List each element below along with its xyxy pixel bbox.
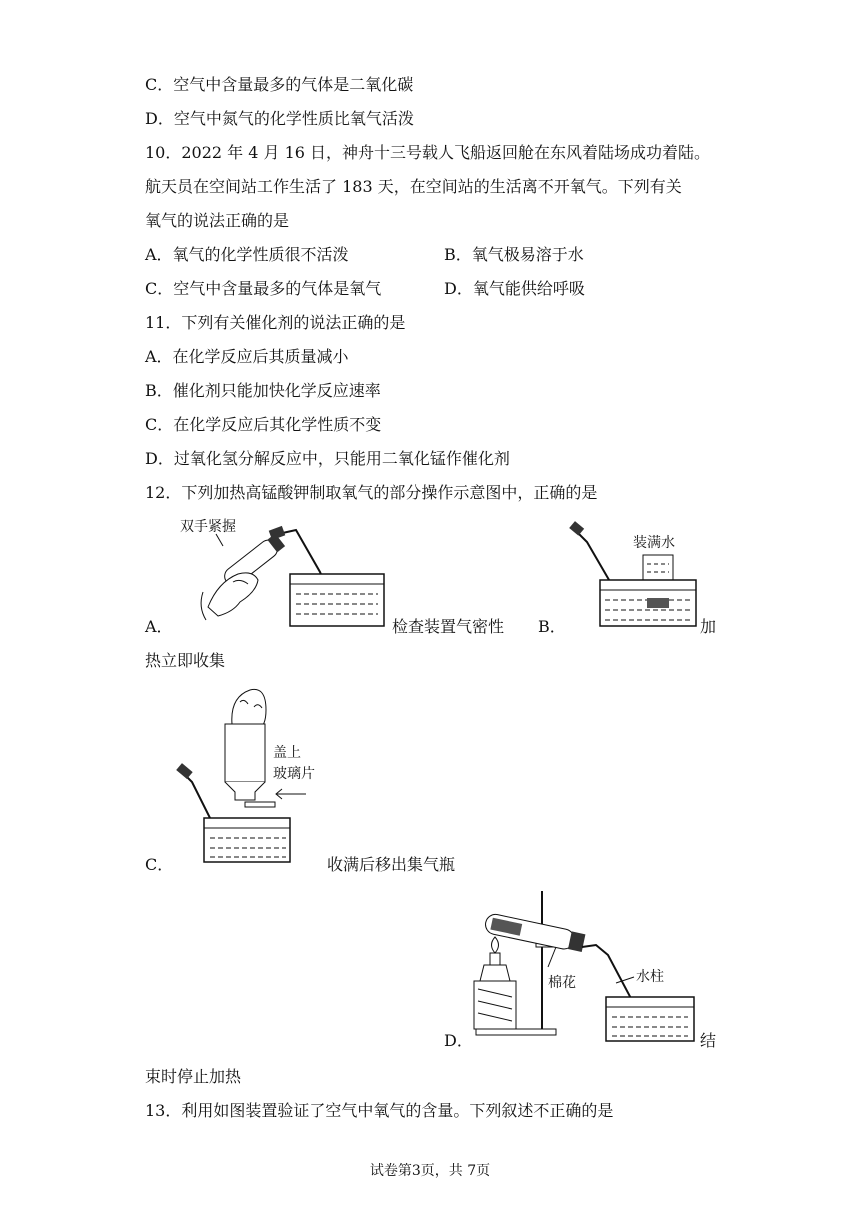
q10-stem-line1: 10．2022 年 4 月 16 日，神舟十三号载人飞船返回舱在东风着陆场成功着陆。 bbox=[145, 143, 711, 162]
q10-option-d: D．氧气能供给呼吸 bbox=[444, 279, 585, 298]
figure-d-label-2: 水柱 bbox=[636, 969, 664, 985]
q12-option-d-caption-1: 结 bbox=[700, 1031, 717, 1050]
q12-option-a-letter: A． bbox=[145, 617, 173, 636]
figure-d-stop-heating bbox=[466, 885, 698, 1045]
q12-option-a-caption: 检查装置气密性 bbox=[392, 617, 505, 636]
q12-option-c-caption: 收满后移出集气瓶 bbox=[327, 855, 456, 874]
figure-c-label-1: 盖上 bbox=[273, 745, 301, 761]
q10-stem-line2: 航天员在空间站工作生活了 183 天，在空间站的生活离不开氧气。下列有关 bbox=[145, 177, 682, 196]
q10-option-c: C．空气中含量最多的气体是氧气 bbox=[145, 279, 382, 298]
q10-option-a: A．氧气的化学性质很不活泼 bbox=[145, 245, 349, 264]
q11-option-a: A．在化学反应后其质量减小 bbox=[145, 347, 349, 366]
q10-option-b: B．氧气极易溶于水 bbox=[444, 245, 584, 264]
figure-b-collect bbox=[565, 520, 700, 630]
q11-stem: 11．下列有关催化剂的说法正确的是 bbox=[145, 313, 406, 332]
figure-c-label-2: 玻璃片 bbox=[273, 766, 315, 782]
q9-option-d: D．空气中氮气的化学性质比氧气活泼 bbox=[145, 109, 414, 128]
figure-a-label: 双手紧握 bbox=[180, 519, 236, 535]
q11-option-d: D．过氧化氢分解反应中，只能用二氧化锰作催化剂 bbox=[145, 449, 510, 468]
figure-d-label-1: 棉花 bbox=[548, 975, 576, 991]
q12-option-b-caption-2: 热立即收集 bbox=[145, 651, 226, 670]
q12-option-d-caption-2: 束时停止加热 bbox=[145, 1067, 242, 1086]
q11-option-b: B．催化剂只能加快化学反应速率 bbox=[145, 381, 381, 400]
q12-option-d-letter: D． bbox=[444, 1031, 473, 1050]
q10-stem-line3: 氧气的说法正确的是 bbox=[145, 211, 290, 230]
q13-stem: 13．利用如图装置验证了空气中氧气的含量。下列叙述不正确的是 bbox=[145, 1101, 614, 1120]
page-footer: 试卷第3页，共 7页 bbox=[369, 1163, 491, 1179]
figure-b-label: 装满水 bbox=[633, 535, 675, 551]
figure-c-remove-bottle bbox=[170, 682, 320, 867]
q12-option-b-caption-1: 加 bbox=[700, 617, 717, 636]
q11-option-c: C．在化学反应后其化学性质不变 bbox=[145, 415, 382, 434]
figure-a-airtightness bbox=[178, 512, 388, 637]
q9-option-c: C．空气中含量最多的气体是二氧化碳 bbox=[145, 75, 414, 94]
q12-option-c-letter: C． bbox=[145, 855, 174, 874]
q12-stem: 12．下列加热高锰酸钾制取氧气的部分操作示意图中，正确的是 bbox=[145, 483, 598, 502]
q12-option-b-letter: B． bbox=[538, 617, 566, 636]
